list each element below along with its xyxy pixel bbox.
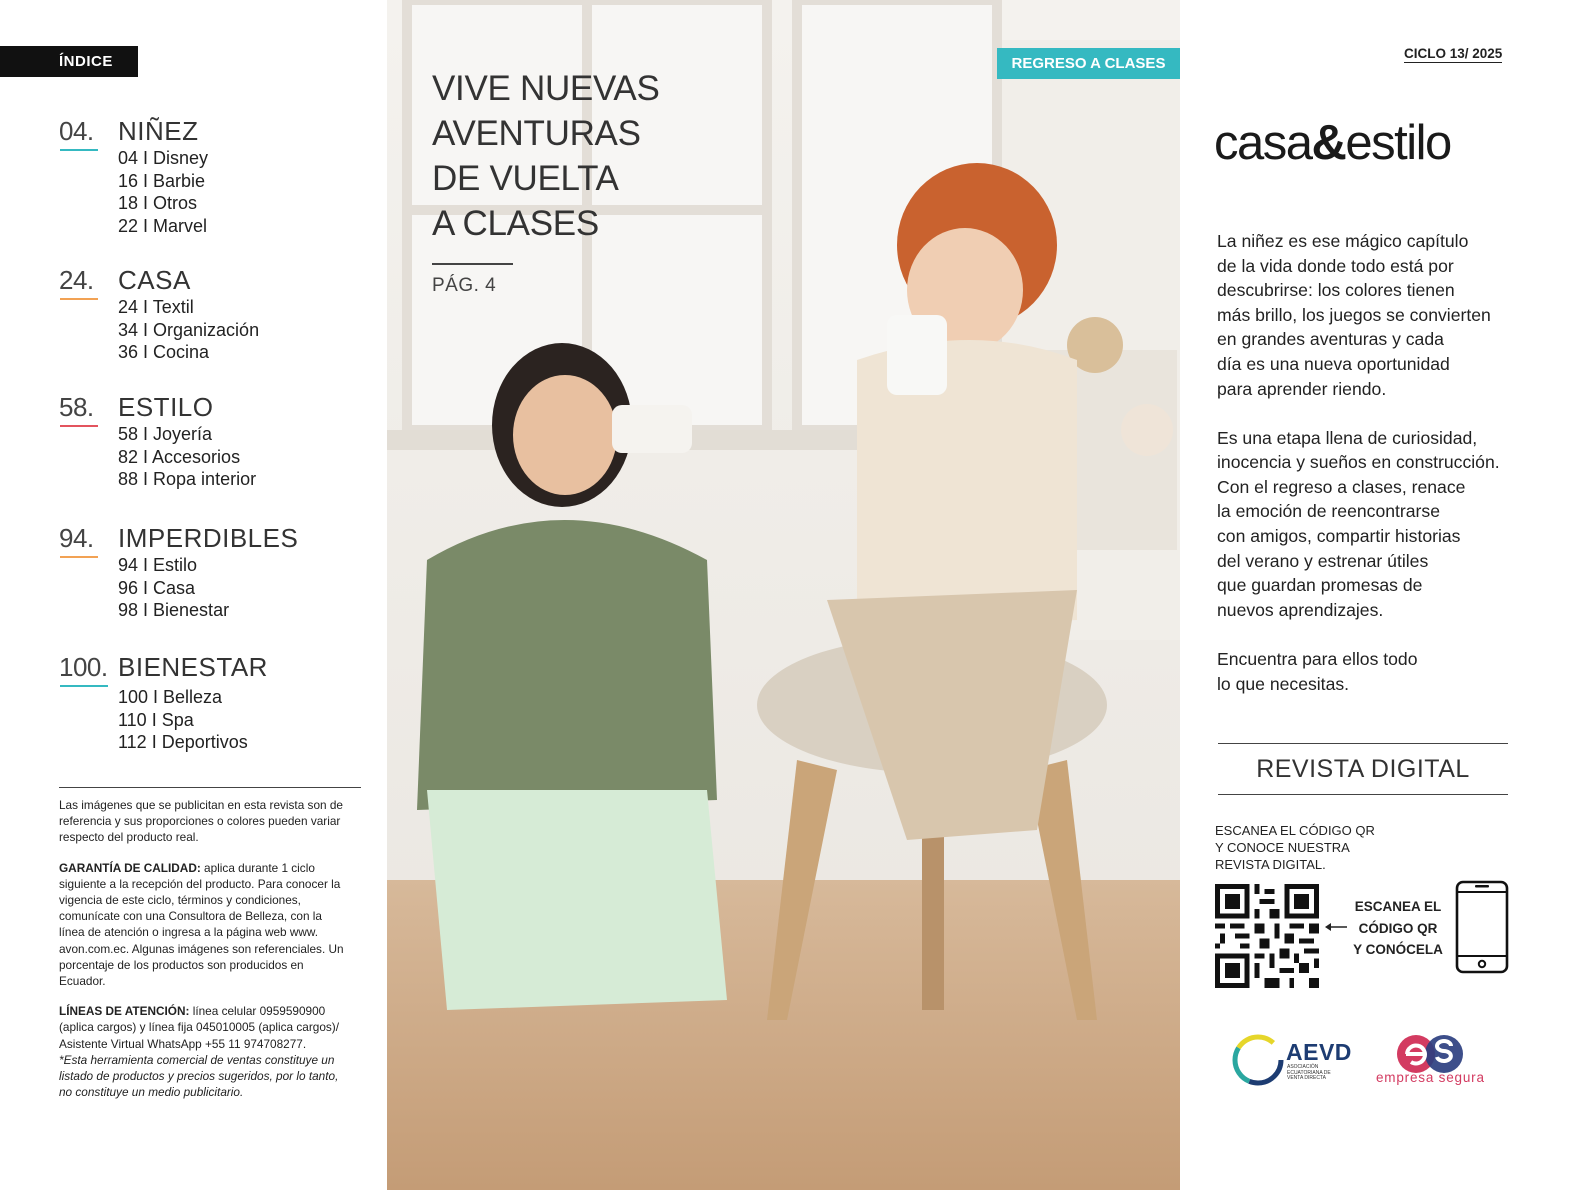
section-name: CASA	[118, 265, 191, 295]
section-number: 24.	[59, 265, 94, 295]
section-name: NIÑEZ	[118, 116, 199, 146]
aevd-logo	[1231, 1031, 1351, 1091]
section-name: BIENESTAR	[118, 652, 268, 682]
lines-label: LÍNEAS DE ATENCIÓN:	[59, 1004, 190, 1019]
section-number: 04.	[59, 116, 94, 146]
page-reference-link[interactable]: PÁG. 4	[432, 275, 497, 296]
section-item[interactable]: 96 I Casa	[118, 577, 196, 598]
legal-note: *Esta herramienta comercial de ventas constituye un listado de productos y precios sugeridos, por lo tanto, no constituye un medio publicitario.	[59, 1052, 339, 1100]
section-item[interactable]: 88 I Ropa interior	[118, 469, 257, 489]
section-estilo[interactable]	[59, 388, 359, 518]
intro-paragraph: Es una etapa llena de curiosidad, inocencia y sueños en construcción. Con el regreso a clases, renace la emoción de reencontrarse con amigos, compartir historias del verano y estrenar útiles que guardan promesas de nuevos aprendizajes.	[1217, 427, 1500, 620]
aevd-name: AEVD	[1286, 1039, 1352, 1065]
section-items	[118, 423, 256, 491]
headline-divider	[432, 263, 513, 265]
disclaimer-divider	[59, 787, 361, 788]
intro-text	[1217, 229, 1527, 721]
lines-note	[59, 1003, 349, 1100]
section-accent-bar	[60, 149, 98, 151]
scan-instructions: ESCANEA EL CÓDIGO QR Y CONOCE NUESTRA REVISTA DIGITAL.	[1215, 823, 1375, 872]
brand-ampersand: &	[1311, 116, 1346, 170]
es-subtitle: empresa segura	[1376, 1070, 1485, 1085]
section-accent-bar	[60, 556, 98, 558]
brand-part-1: casa	[1214, 116, 1312, 170]
intro-paragraph: La niñez es ese mágico capítulo de la vida donde todo está por descubrirse: los colores tienen más brillo, los juegos se convierten en grandes aventuras y cada día es una nueva oportunidad para aprender riendo.	[1217, 231, 1491, 399]
quality-text: aplica durante 1 ciclo siguiente a la recepción del producto. Para conocer la vigencia de este ciclo, términos y condiciones, comunícate con una Consultora de Belleza, con la línea de atención o ingresa a la página web www. avon.com.ec. Algunas imágenes son referenciales. Un porcentaje de los productos son producidos en Ecuador.	[59, 860, 344, 989]
smartphone-icon	[1455, 880, 1509, 974]
digital-divider-bottom	[1218, 794, 1508, 795]
section-name: IMPERDIBLES	[118, 523, 299, 553]
section-ninez[interactable]	[59, 112, 359, 242]
intro-paragraph: Encuentra para ellos todo lo que necesitas.	[1217, 648, 1418, 694]
section-name: ESTILO	[118, 392, 214, 422]
section-item[interactable]: 22 I Marvel	[118, 215, 208, 236]
lines-text: línea celular 0959590900 (aplica cargos) y línea fija 045010005 (aplica cargos)/ Asistente Virtual WhatsApp +55 11 974708277.	[59, 1004, 340, 1051]
section-accent-bar	[60, 685, 108, 687]
digital-divider-top	[1218, 743, 1508, 744]
aevd-logo-icon	[1231, 1033, 1285, 1087]
section-items	[118, 147, 208, 237]
section-item[interactable]: 18 I Otros	[118, 193, 198, 213]
section-item[interactable]: 94 I Estilo	[118, 555, 198, 575]
section-item[interactable]: 04 I Disney	[118, 148, 209, 168]
index-label: ÍNDICE	[0, 46, 138, 77]
headline-line: A CLASES	[432, 204, 599, 243]
hero-headline	[432, 66, 692, 246]
images-note: Las imágenes que se publicitan en esta revista son de referencia y sus proporciones o colores pueden variar respecto del producto real.	[59, 798, 343, 845]
headline-line: VIVE NUEVAS	[432, 69, 660, 108]
section-item[interactable]: 82 I Accesorios	[118, 446, 241, 467]
section-item[interactable]: 110 I Spa	[118, 709, 194, 730]
aevd-subtitle: ASOCIACIÓN ECUATORIANA DE VENTA DIRECTA	[1287, 1064, 1331, 1081]
brand-logo	[1214, 115, 1451, 171]
digital-magazine-title: REVISTA DIGITAL	[1256, 755, 1470, 783]
section-item[interactable]: 36 I Cocina	[118, 342, 210, 362]
section-accent-bar	[60, 298, 98, 300]
scan-call-to-action: ESCANEA EL CÓDIGO QR Y CONÓCELA	[1353, 899, 1443, 957]
section-items	[118, 554, 229, 622]
section-items	[118, 686, 248, 754]
quality-label: GARANTÍA DE CALIDAD:	[59, 860, 201, 875]
back-to-school-tag: REGRESO A CLASES	[997, 48, 1180, 79]
cycle-label: CICLO 13/ 2025	[1404, 46, 1503, 61]
section-item[interactable]: 100 I Belleza	[118, 687, 223, 707]
section-accent-bar	[60, 425, 98, 427]
section-item[interactable]: 98 I Bienestar	[118, 600, 230, 620]
section-number: 58.	[59, 392, 94, 422]
brand-part-2: estilo	[1345, 116, 1451, 170]
section-number: 94.	[59, 523, 94, 553]
section-item[interactable]: 34 I Organización	[118, 319, 260, 340]
headline-line: DE VUELTA	[432, 159, 619, 198]
section-casa[interactable]	[59, 261, 359, 391]
index-sections	[59, 112, 359, 778]
section-item[interactable]: 112 I Deportivos	[118, 732, 248, 752]
section-item[interactable]: 16 I Barbie	[118, 170, 206, 191]
section-items	[118, 296, 259, 364]
section-number: 100.	[59, 652, 108, 682]
empresa-segura-logo	[1372, 1030, 1492, 1090]
disclaimer	[59, 797, 349, 1100]
quality-note	[59, 860, 349, 990]
section-bienestar[interactable]	[59, 648, 359, 778]
section-item[interactable]: 58 I Joyería	[118, 424, 213, 444]
section-imperdibles[interactable]	[59, 519, 359, 649]
qr-code-icon[interactable]	[1215, 884, 1319, 988]
headline-line: AVENTURAS	[432, 114, 641, 153]
section-item[interactable]: 24 I Textil	[118, 297, 194, 317]
